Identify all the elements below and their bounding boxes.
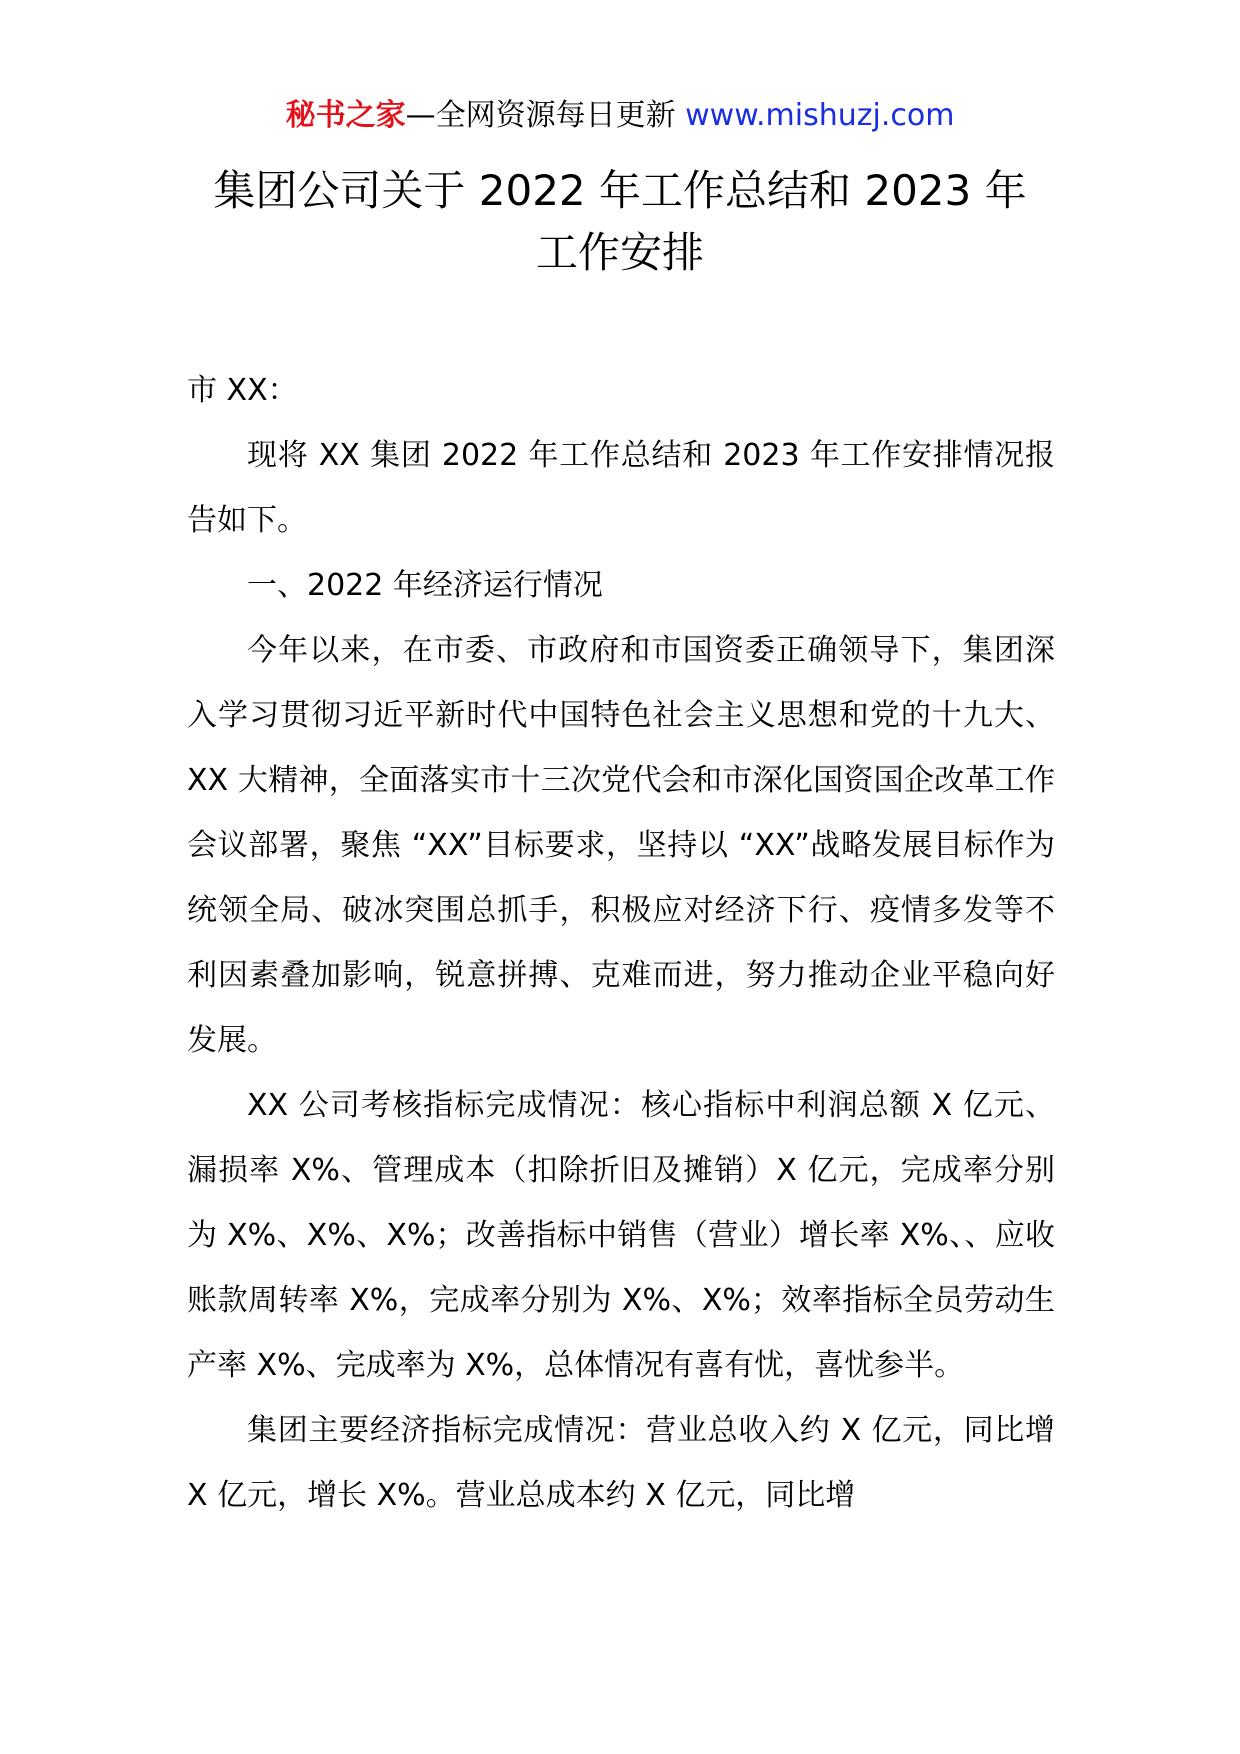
body-paragraph: 现将 XX 集团 2022 年工作总结和 2023 年工作安排情况报告如下。 (187, 438, 1055, 538)
document-body (187, 358, 1055, 1528)
site-url-link[interactable]: www.mishuzj.com (685, 98, 955, 133)
section-heading: 一、2022 年经济运行情况 (247, 568, 603, 603)
header-slogan: —全网资源每日更新 (405, 98, 686, 133)
body-paragraph: 集团主要经济指标完成情况：营业总收入约 X 亿元，同比增 X 亿元，增长 X%。营业总成本约 X 亿元，同比增 (187, 1413, 1055, 1513)
document-title-line: 工作安排 (535, 228, 704, 277)
body-paragraph: XX 公司考核指标完成情况：核心指标中利润总额 X 亿元、漏损率 X%、管理成本（扣除折旧及摊销）X 亿元，完成率分别为 X%、X%、X%；改善指标中销售（营业）增长率 X%、、应收账款周转率 X%，完成率分别为 X%、X%；效率指标全员劳动生产率 X%、完成率为 X%，总体情况有喜有忧，喜忧参半。 (187, 1088, 1055, 1383)
body-paragraph: 今年以来，在市委、市政府和市国资委正确领导下，集团深入学习贯彻习近平新时代中国特色社会主义思想和党的十九大、XX 大精神，全面落实市十三次党代会和市深化国资国企改革工作会议部署，聚焦 “XX”目标要求，坚持以 “XX”战略发展目标作为统领全局、破冰突围总抓手，积极应对经济下行、疫情多发等不利因素叠加影响，锐意拼搏、克难而进，努力推动企业平稳向好发展。 (187, 633, 1055, 1058)
brand-name: 秘书之家 (285, 98, 406, 133)
document-title (150, 160, 1090, 284)
document-title-line: 集团公司关于 2022 年工作总结和 2023 年 (213, 166, 1027, 215)
site-header (0, 96, 1240, 136)
salutation: 市 XX： (187, 373, 298, 408)
